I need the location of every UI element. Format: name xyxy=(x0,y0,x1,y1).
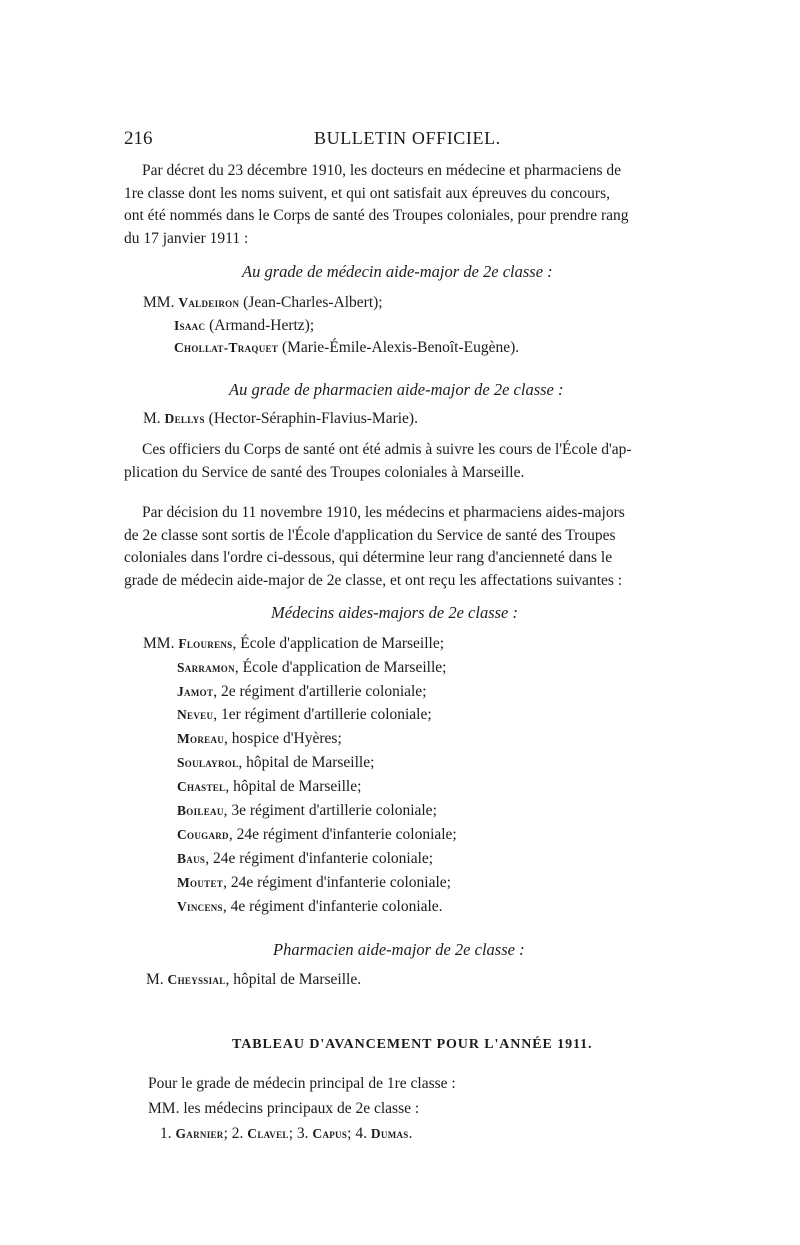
rank-separator: ; xyxy=(288,1125,297,1142)
officer-name: Chollat-Traquet xyxy=(174,340,279,355)
list-item xyxy=(177,778,361,796)
officer-name: Sarramon xyxy=(177,660,235,675)
paragraph-line: Ces officiers du Corps de santé ont été admis à suivre les cours de l'École d'ap- xyxy=(142,441,632,458)
entry-detail: , École d'application de Marseille; xyxy=(232,635,445,652)
list-item xyxy=(177,754,374,772)
tableau-title: TABLEAU D'AVANCEMENT POUR L'ANNÉE 1911. xyxy=(232,1037,593,1052)
entry-detail: , 3e régiment d'artillerie coloniale; xyxy=(223,802,437,819)
list-item xyxy=(174,339,519,357)
entry-prefix: MM. xyxy=(143,635,179,652)
entry-detail: (Marie-Émile-Alexis-Benoît-Eugène). xyxy=(278,339,520,356)
entry-prefix: M. xyxy=(143,410,165,427)
list-item xyxy=(143,410,418,428)
officer-name: Jamot xyxy=(177,684,214,699)
entry-detail: , 2e régiment d'artillerie coloniale; xyxy=(213,683,427,700)
paragraph-line: ont été nommés dans le Corps de santé des Troupes coloniales, pour prendre rang xyxy=(124,207,629,224)
rank-number: 4. xyxy=(355,1125,371,1142)
paragraph-line: de 2e classe sont sortis de l'École d'application du Service de santé des Troupes xyxy=(124,526,616,544)
section-heading-pharmacien: Au grade de pharmacien aide-major de 2e classe : xyxy=(229,380,564,399)
list-item xyxy=(177,683,427,701)
entry-detail: , hôpital de Marseille; xyxy=(238,754,375,771)
paragraph-line: du 17 janvier 1911 : xyxy=(124,229,249,247)
list-item xyxy=(177,659,446,677)
tableau-line: MM. les médecins principaux de 2e classe : xyxy=(148,1100,420,1117)
rank-number: 3. xyxy=(296,1125,313,1142)
rank-separator: ; xyxy=(347,1125,356,1142)
entry-detail: , 1er régiment d'artillerie coloniale; xyxy=(213,706,432,723)
decree-paragraph xyxy=(124,160,684,250)
page-number: 216 xyxy=(124,128,153,149)
entry-detail: , hôpital de Marseille. xyxy=(225,971,362,988)
officer-name: Cheyssial xyxy=(167,972,226,987)
section-heading-pharmacien-aide: Pharmacien aide-major de 2e classe : xyxy=(273,940,525,959)
list-item xyxy=(177,874,451,892)
list-item xyxy=(146,971,361,989)
officer-name: Neveu xyxy=(177,707,214,722)
officer-name: Chastel xyxy=(177,779,226,794)
officer-name: Clavel xyxy=(247,1126,289,1141)
paragraph-line: 1re classe dont les noms suivent, et qui ont satisfait aux épreuves du concours, xyxy=(124,184,610,202)
officer-name: Soulayrol xyxy=(177,755,239,770)
officer-name: Valdeiron xyxy=(178,295,240,310)
officer-name: Vincens xyxy=(177,899,223,914)
tableau-line: Pour le grade de médecin principal de 1re classe : xyxy=(148,1075,456,1092)
rank-number: 2. xyxy=(231,1125,248,1142)
paragraph-line: coloniales dans l'ordre ci-dessous, qui détermine leur rang d'ancienneté dans le xyxy=(124,549,613,566)
list-item xyxy=(143,635,444,653)
entry-detail: , 24e régiment d'infanterie coloniale; xyxy=(223,874,451,891)
officer-name: Flourens xyxy=(178,636,233,651)
entry-detail: , hospice d'Hyères; xyxy=(224,730,342,747)
section-heading-aides-majors: Médecins aides-majors de 2e classe : xyxy=(271,603,518,622)
entry-detail: , 24e régiment d'infanterie coloniale; xyxy=(205,850,434,867)
officer-name: Baus xyxy=(177,851,206,866)
list-item xyxy=(177,730,342,748)
rank-separator: . xyxy=(408,1125,413,1142)
entry-prefix: M. xyxy=(146,971,168,988)
entry-detail: , hôpital de Marseille; xyxy=(225,778,362,795)
ranking-list xyxy=(160,1125,412,1143)
officer-name: Isaac xyxy=(174,318,206,333)
decision-paragraph xyxy=(124,502,684,592)
page-header xyxy=(124,128,686,152)
section-heading-medecin: Au grade de médecin aide-major de 2e classe : xyxy=(242,262,553,281)
list-item xyxy=(174,317,314,335)
list-item xyxy=(177,706,432,724)
paragraph-line: plication du Service de santé des Troupes coloniales à Marseille. xyxy=(124,463,525,481)
officer-name: Moutet xyxy=(177,875,224,890)
officer-name: Moreau xyxy=(177,731,225,746)
entry-detail: (Jean-Charles-Albert); xyxy=(239,294,383,311)
paragraph-line: Par décision du 11 novembre 1910, les médecins et pharmaciens aides-majors xyxy=(142,504,625,521)
entry-detail: , 24e régiment d'infanterie coloniale; xyxy=(228,826,457,843)
officer-name: Garnier xyxy=(175,1126,224,1141)
running-title: BULLETIN OFFICIEL. xyxy=(314,128,501,148)
rank-number: 1. xyxy=(160,1125,176,1142)
list-item xyxy=(177,850,433,868)
list-item xyxy=(177,826,457,844)
list-item xyxy=(143,294,383,312)
entry-prefix: MM. xyxy=(143,294,179,311)
list-item xyxy=(177,898,443,916)
entry-detail: , 4e régiment d'infanterie coloniale. xyxy=(222,898,443,915)
list-item xyxy=(177,802,437,820)
entry-detail: , École d'application de Marseille; xyxy=(234,659,447,676)
officer-name: Capus xyxy=(312,1126,348,1141)
entry-detail: (Hector-Séraphin-Flavius-Marie). xyxy=(204,410,418,427)
rank-separator: ; xyxy=(223,1125,232,1142)
officer-name: Cougard xyxy=(177,827,229,842)
officer-name: Boileau xyxy=(177,803,224,818)
entry-detail: (Armand-Hertz); xyxy=(205,317,315,334)
officer-name: Dellys xyxy=(164,411,205,426)
officer-name: Dumas xyxy=(370,1126,409,1141)
paragraph-line: grade de médecin aide-major de 2e classe, et ont reçu les affectations suivantes : xyxy=(124,571,623,589)
officers-paragraph xyxy=(124,439,684,484)
paragraph-line: Par décret du 23 décembre 1910, les docteurs en médecine et pharmaciens de xyxy=(142,162,622,179)
